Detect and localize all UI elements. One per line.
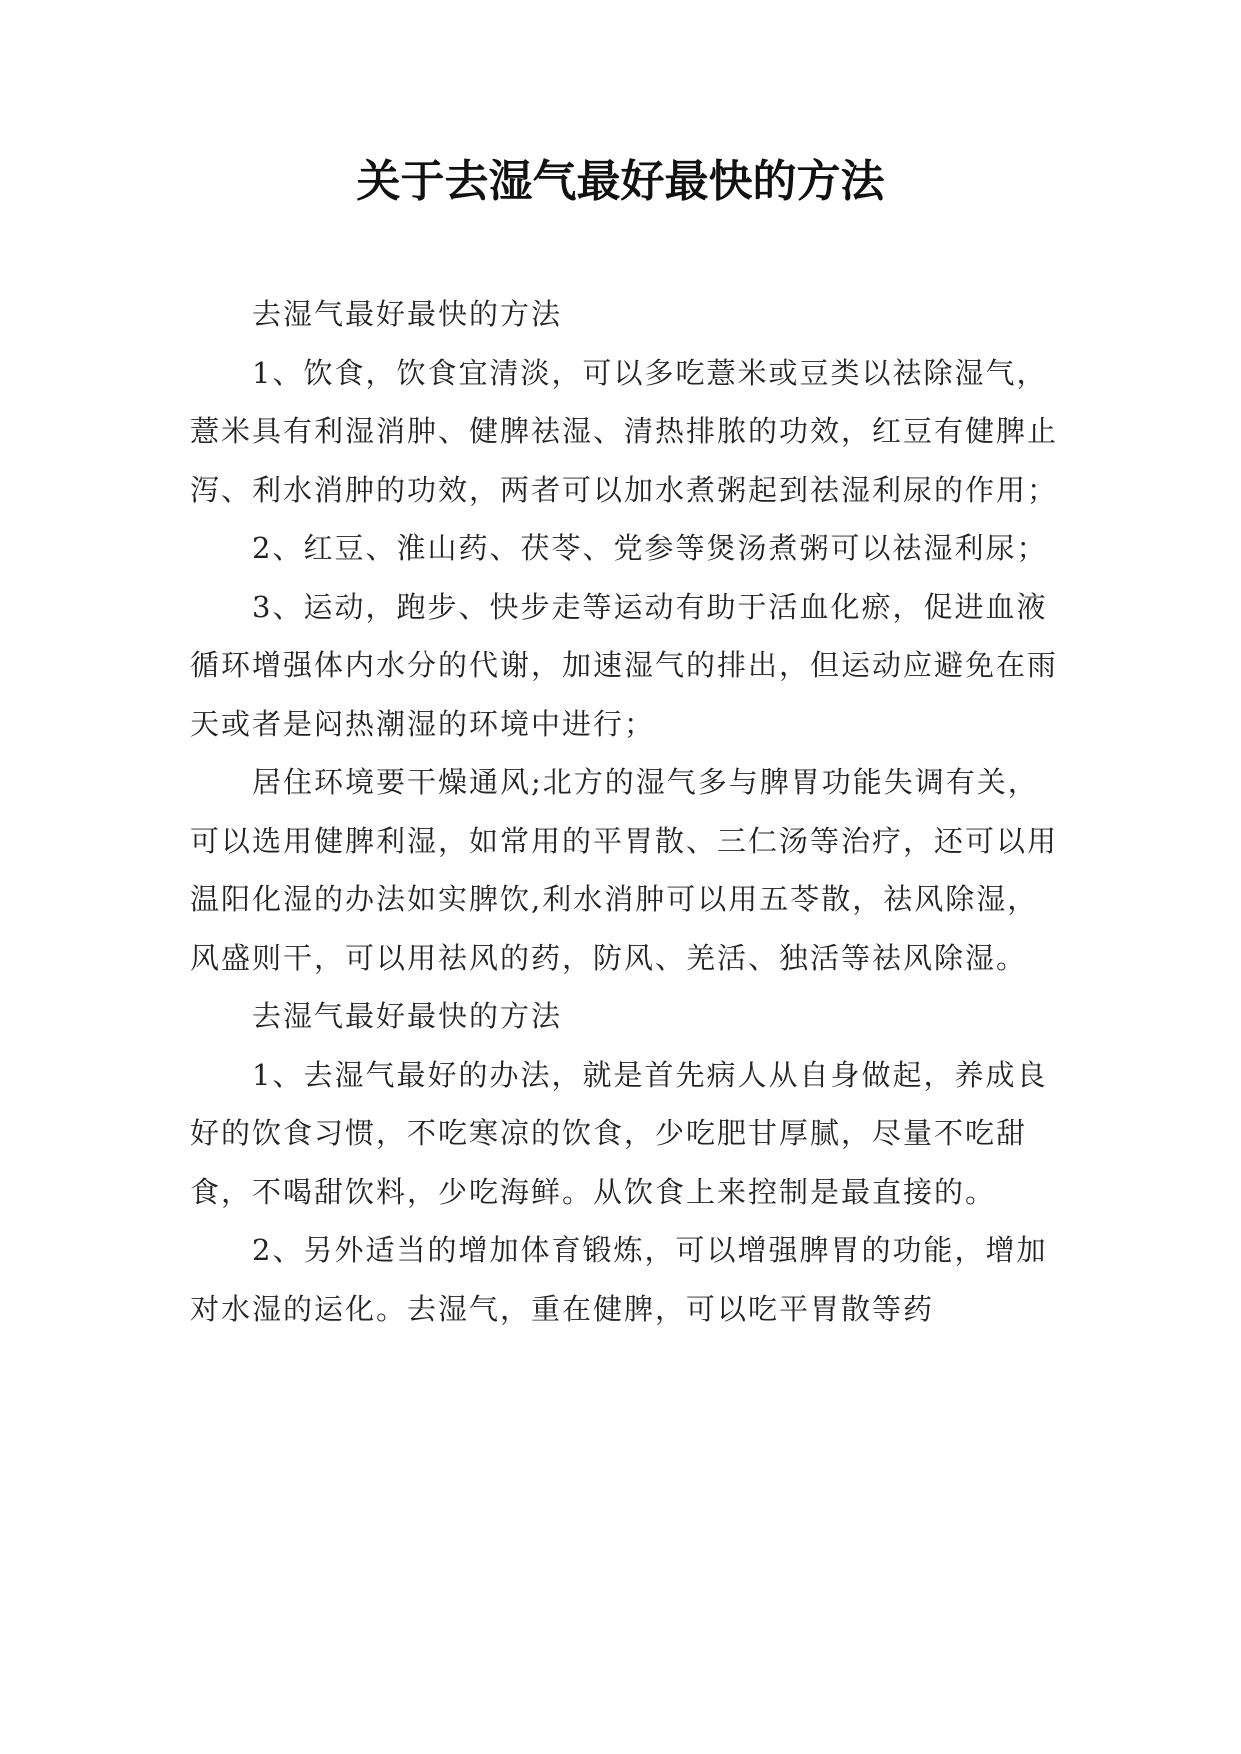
document-title: 关于去湿气最好最快的方法 [356, 156, 885, 207]
paragraph-subheading-2: 去湿气最好最快的方法 [252, 999, 563, 1033]
paragraph-diet: 1、饮食，饮食宜清淡，可以多吃薏米或豆类以祛除湿气，薏米具有利湿消肿、健脾祛湿、清热排脓的功效，红豆有健脾止泻、利水消肿的功效，两者可以加水煮粥起到祛湿利尿的作用； [190, 355, 1059, 507]
document-body [190, 285, 1060, 1338]
paragraph-subheading-1: 去湿气最好最快的方法 [252, 297, 563, 331]
paragraph-physical-training: 2、另外适当的增加体育锻炼，可以增强脾胃的功能，增加对水湿的运化。去湿气，重在健脾，可以吃平胃散等药 [190, 1233, 1048, 1326]
paragraph-environment: 居住环境要干燥通风;北方的湿气多与脾胃功能失调有关，可以选用健脾利湿，如常用的平胃散、三仁汤等治疗，还可以用温阳化湿的办法如实脾饮,利水消肿可以用五苓散，祛风除湿，风盛则干，可以用祛风的药，防风、羌活、独活等祛风除湿。 [190, 765, 1059, 975]
paragraph-habits: 1、去湿气最好的办法，就是首先病人从自身做起，养成良好的饮食习惯，不吃寒凉的饮食，少吃肥甘厚腻，尽量不吃甜食，不喝甜饮料，少吃海鲜。从饮食上来控制是最直接的。 [190, 1057, 1048, 1209]
paragraph-soup: 2、红豆、淮山药、茯苓、党参等煲汤煮粥可以祛湿利尿； [252, 531, 1048, 565]
paragraph-exercise: 3、运动，跑步、快步走等运动有助于活血化瘀，促进血液循环增强体内水分的代谢，加速湿气的排出，但运动应避免在雨天或者是闷热潮湿的环境中进行； [190, 589, 1059, 741]
